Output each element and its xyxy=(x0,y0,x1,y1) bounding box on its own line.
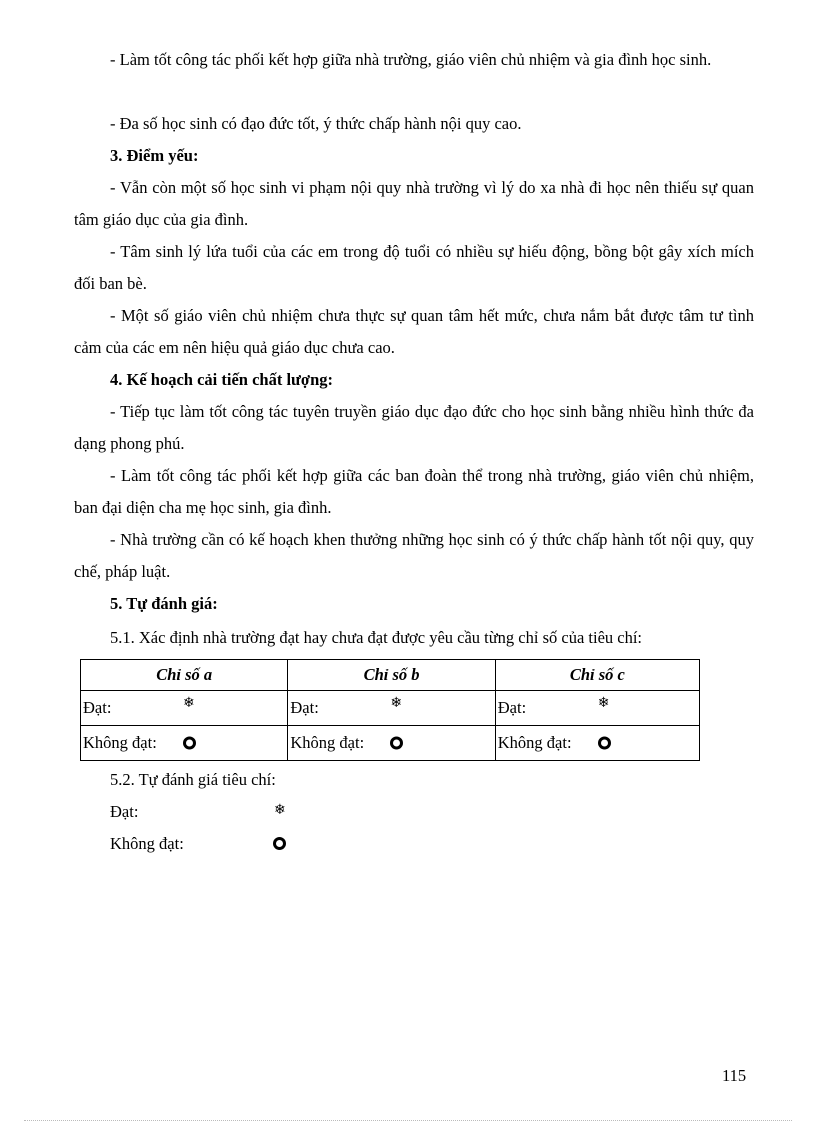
dat-label: Đạt: xyxy=(290,698,319,717)
table-row-khong-dat xyxy=(81,726,700,761)
paragraph-7: - Làm tốt công tác phối kết hợp giữa các ban đoàn thể trong nhà trường, giáo viên chủ nhiệm, ban đại diện cha mẹ học sinh, gia đình. xyxy=(74,466,754,517)
khong-dat-label: Không đạt: xyxy=(497,733,572,752)
snowflake-icon: ❄ xyxy=(597,695,610,711)
table-row-dat xyxy=(81,691,700,726)
paragraph-2: - Đa số học sinh có đạo đức tốt, ý thức chấp hành nội quy cao. xyxy=(110,114,522,133)
section-5-2: 5.2. Tự đánh giá tiêu chí: xyxy=(110,770,276,789)
snowflake-icon: ❄ xyxy=(274,802,286,818)
header-chi-so-a: Chỉ số a xyxy=(81,660,288,691)
header-chi-so-b: Chỉ số b xyxy=(288,660,495,691)
khong-dat-label: Không đạt: xyxy=(83,733,157,752)
snowflake-icon: ❄ xyxy=(390,695,403,711)
ring-icon xyxy=(598,737,611,750)
ring-icon xyxy=(183,737,196,750)
criteria-table xyxy=(80,659,700,761)
table-header-row xyxy=(81,660,700,691)
footer-divider xyxy=(24,1120,792,1121)
ring-icon xyxy=(390,737,403,750)
paragraph-5: - Một số giáo viên chủ nhiệm chưa thực sự quan tâm hết mức, chưa nắm bắt được tâm tư tình cảm của các em nên hiệu quả giáo dục chưa cao. xyxy=(74,306,754,357)
heading-self-assessment: 5. Tự đánh giá: xyxy=(110,594,218,613)
khong-dat-label: Không đạt: xyxy=(290,733,365,752)
dat-label: Đạt: xyxy=(497,698,527,717)
paragraph-6: - Tiếp tục làm tốt công tác tuyên truyền giáo dục đạo đức cho học sinh bằng nhiều hình thức đa dạng phong phú. xyxy=(74,402,754,453)
paragraph-3: - Vẫn còn một số học sinh vi phạm nội quy nhà trường vì lý do xa nhà đi học nên thiếu sự quan tâm giáo dục của gia đình. xyxy=(74,178,754,229)
self-eval-dat-label: Đạt: xyxy=(110,802,139,821)
ring-icon xyxy=(273,837,286,850)
paragraph-8: - Nhà trường cần có kế hoạch khen thưởng những học sinh có ý thức chấp hành tốt nội quy, quy chế, pháp luật. xyxy=(74,530,754,581)
self-eval-khong-dat-label: Không đạt: xyxy=(110,834,184,853)
section-5-1: 5.1. Xác định nhà trường đạt hay chưa đạt được yêu cầu từng chỉ số của tiêu chí: xyxy=(110,628,643,647)
dat-label: Đạt: xyxy=(83,698,112,717)
heading-weaknesses: 3. Điểm yếu: xyxy=(110,146,199,165)
header-chi-so-c: Chỉ số c xyxy=(495,660,699,691)
heading-improvement-plan: 4. Kế hoạch cải tiến chất lượng: xyxy=(110,370,333,389)
paragraph-4: - Tâm sinh lý lứa tuổi của các em trong độ tuổi có nhiều sự hiếu động, bồng bột gây xích mích đối ban bè. xyxy=(74,242,754,293)
snowflake-icon: ❄ xyxy=(183,695,195,711)
page-number: 115 xyxy=(722,1066,747,1085)
paragraph-1: - Làm tốt công tác phối kết hợp giữa nhà trường, giáo viên chủ nhiệm và gia đình học sinh. xyxy=(110,50,712,69)
